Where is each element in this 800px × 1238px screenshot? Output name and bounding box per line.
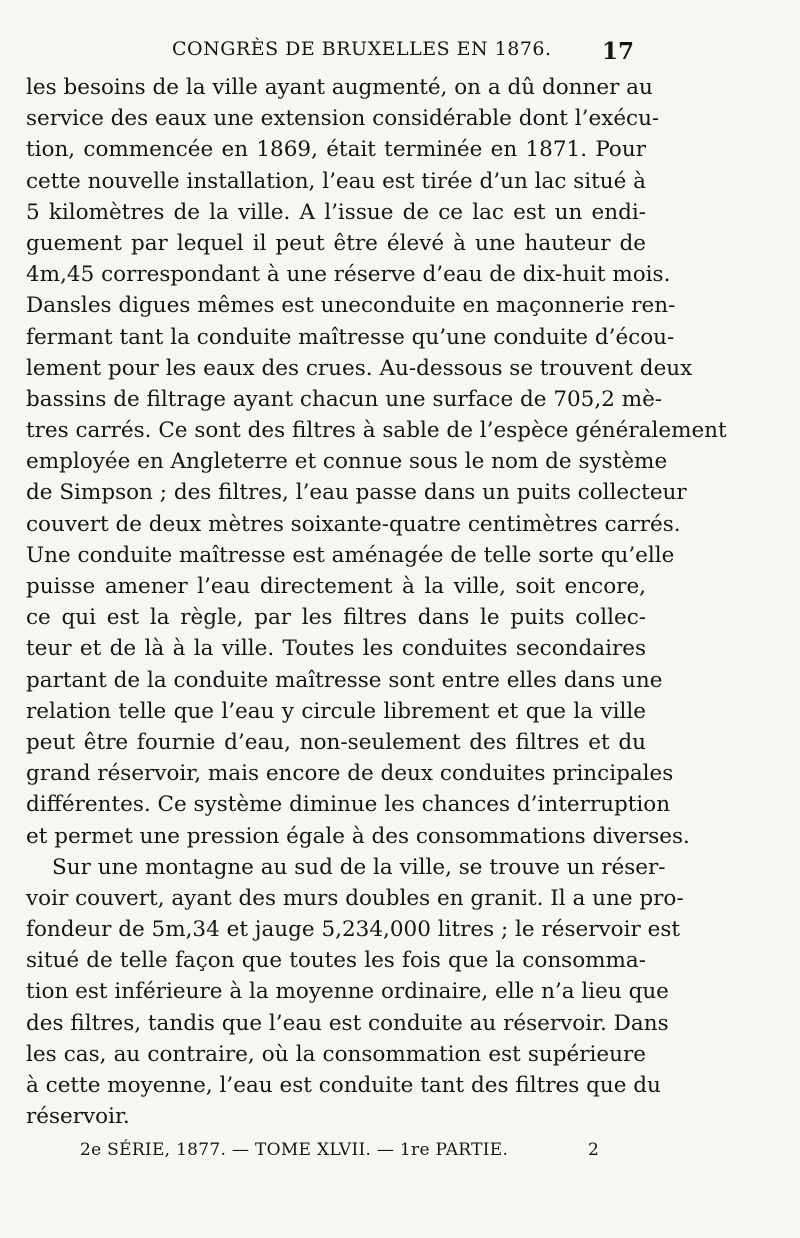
text-line: service des eaux une extension considérable dont l’exécu- [26,106,660,132]
text-line: différentes. Ce système diminue les chances d’interruption [26,792,671,818]
text-line: 4m,45 correspondant à une réserve d’eau de dix-huit mois. [26,262,671,288]
text-line: réservoir. [26,1104,130,1130]
text-line: des filtres, tandis que l’eau est conduite au réservoir. Dans [26,1010,669,1036]
text-line: peut être fournie d’eau, non-seulement des filtres et du [26,729,646,755]
text-line: les besoins de la ville ayant augmenté, on a dû donner au [26,75,653,100]
text-line: ce qui est la règle, par les filtres dans le puits collec- [26,605,646,631]
text-line: puisse amener l’eau directement à la ville, soit encore, [26,574,646,599]
text-line: bassins de filtrage ayant chacun une surface de 705,2 mè- [26,386,663,412]
footer [0,1140,800,1170]
text-line: couvert de deux mètres soixante-quatre centimètres carrés. [26,511,681,537]
text-line: partant de la conduite maîtresse sont entre elles dans une [26,667,663,693]
text-line: fondeur de 5m,34 et jauge 5,234,000 litres ; le réservoir est [26,917,680,943]
text-line: tion, commencée en 1869, était terminée en 1871. Pour [26,137,646,163]
text-line: tres carrés. Ce sont des filtres à sable de l’espèce généralement [26,418,727,444]
text-line: grand réservoir, mais encore de deux conduites principales [26,761,674,787]
text-line: employée en Angleterre et connue sous le nom de système [26,449,668,475]
printer-signature: 2e SÉRIE, 1877. — TOME XLVII. — 1re PARTIE. [80,1140,509,1160]
text-line: Sur une montagne au sud de la ville, se trouve un réser- [52,854,666,880]
text-line: lement pour les eaux des crues. Au-dessous se trouvent deux [26,355,693,381]
text-line: fermant tant la conduite maîtresse qu’une conduite d’écou- [26,324,675,350]
text-line: et permet une pression égale à des consommations diverses. [26,823,690,849]
text-line: à cette moyenne, l’eau est conduite tant des filtres que du [26,1073,661,1098]
signature-mark: 2 [588,1140,599,1160]
text-line: voir couvert, ayant des murs doubles en granit. Il a une pro- [26,885,684,911]
text-line: relation telle que l’eau y circule librement et que la ville [26,698,646,724]
text-line: cette nouvelle installation, l’eau est tirée d’un lac situé à [26,168,646,194]
running-title: CONGRÈS DE BRUXELLES EN 1876. [172,38,552,60]
text-line: de Simpson ; des filtres, l’eau passe dans un puits collecteur [26,480,687,506]
text-line: teur et de là à la ville. Toutes les conduites secondaires [26,636,646,662]
running-head [0,38,800,68]
page-number: 17 [602,38,635,65]
text-line: guement par lequel il peut être élevé à une hauteur de [26,230,646,256]
paragraph-2 [26,852,684,1133]
text-line: Une conduite maîtresse est aménagée de telle sorte qu’elle [26,542,675,568]
text-line: les cas, au contraire, où la consommation est supérieure [26,1041,646,1067]
text-line: tion est inférieure à la moyenne ordinaire, elle n’a lieu que [26,979,669,1005]
body-text [26,72,727,1132]
text-line: situé de telle façon que toutes les fois que la consomma- [26,948,646,974]
paragraph-1 [26,72,727,852]
text-line: 5 kilomètres de la ville. A l’issue de ce lac est un endi- [26,199,646,225]
text-line: Dansles digues mêmes est uneconduite en maçonnerie ren- [26,293,676,319]
